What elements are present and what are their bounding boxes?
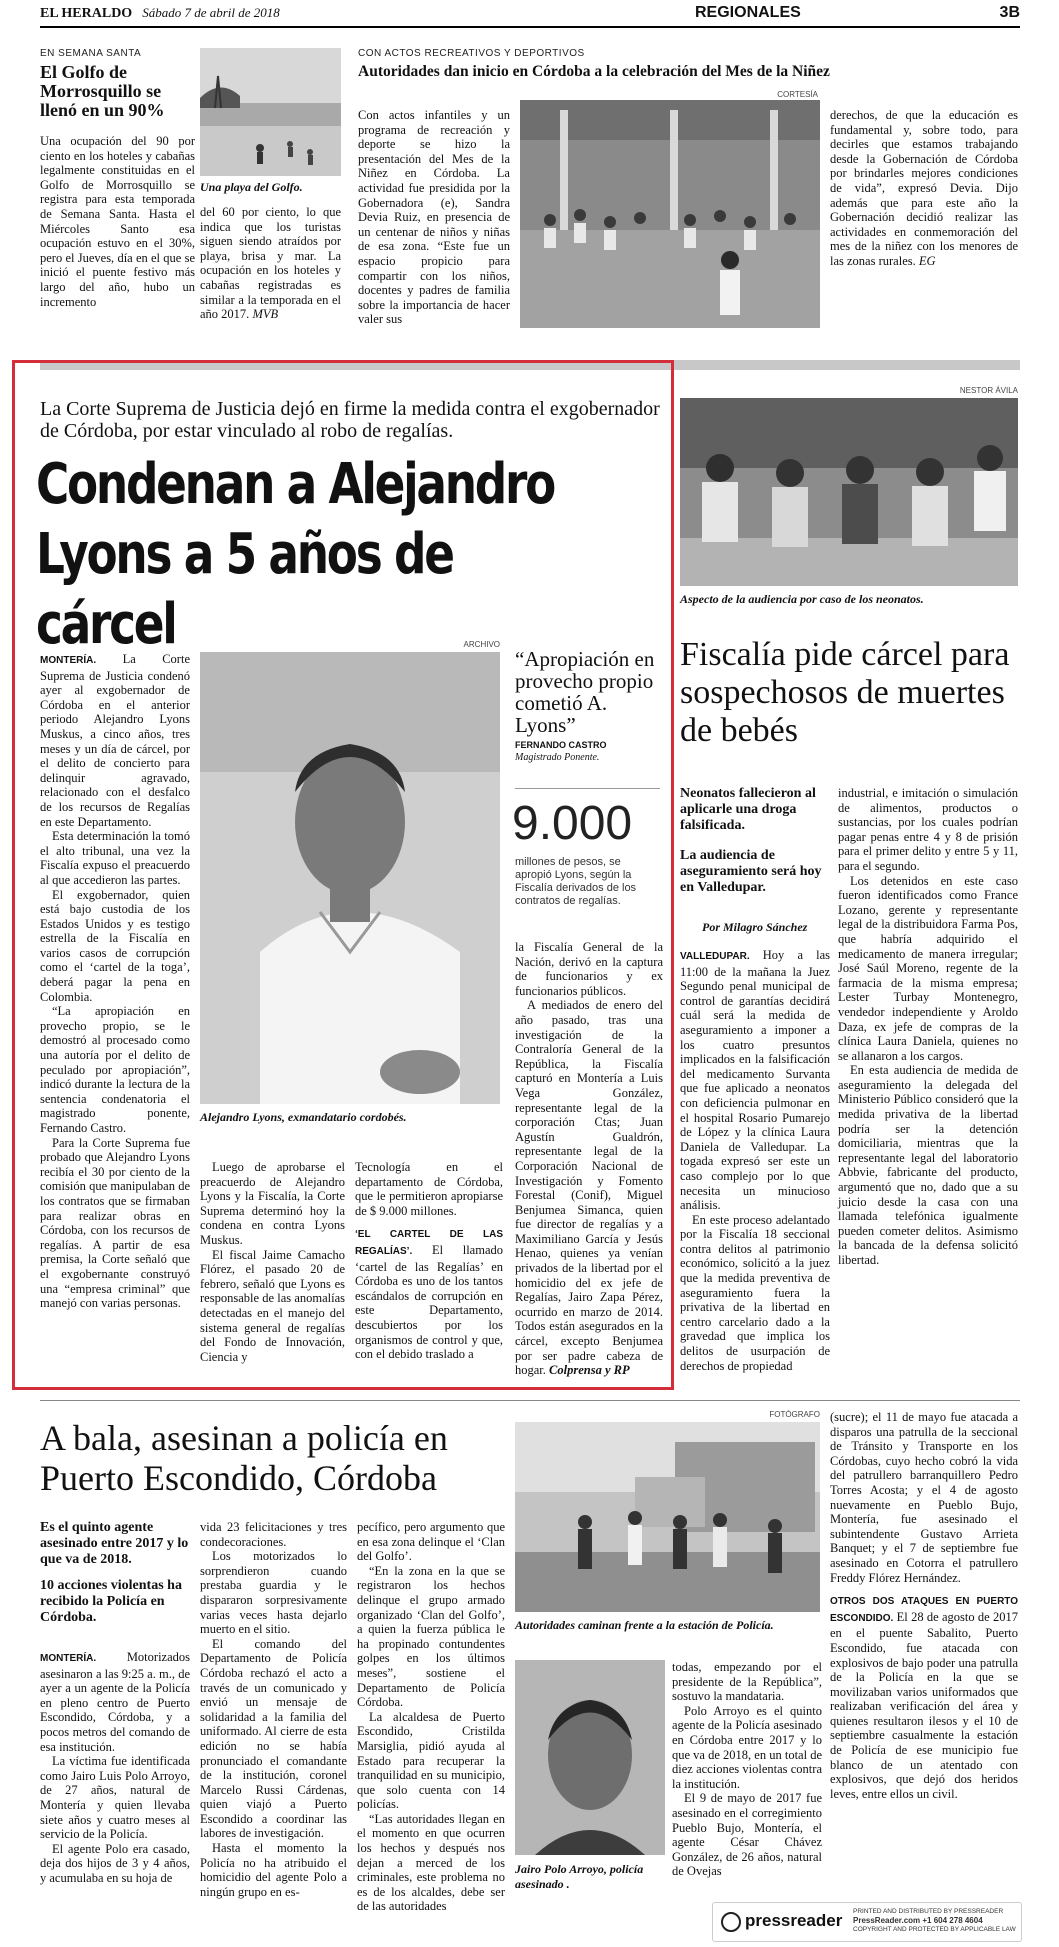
golfo-col1 (40, 134, 195, 326)
pressreader-line3: COPYRIGHT AND PROTECTED BY APPLICABLE LAW (853, 1926, 1016, 1933)
masthead-rule (40, 26, 1020, 28)
section-divider-2 (40, 1400, 1020, 1401)
lyons-col2-p2: El fiscal Jaime Camacho Flórez, el pasado 20 de febrero, señaló que Lyons es responsable de las anomalías detectadas en el manejo del sistema general de regalías del Fondo de Innovación, Ciencia y (200, 1247, 345, 1364)
stat-rule (515, 788, 660, 789)
golfo-col2 (200, 205, 341, 327)
lyons-col1-p2: Esta determinación la tomó el alto tribunal, una vez la Fiscalía expuso el preacuerdo al que accedieron las partes. (40, 829, 190, 887)
lyons-headline (36, 450, 603, 660)
policia-col4 (672, 1660, 822, 1920)
lyons-col1-p3: El exgobernador, quien está bajo custodia de los Estados Unidos y es testigo estrella de la Fiscalía en varios casos de corrupción como el ‘cartel de la toga’, deberá pagar la pena en Colombia. (40, 887, 190, 1004)
bebes-col2 (838, 786, 1018, 1386)
policia-col3-p1: pecífico, pero argumento que en esa zona delinque el ‘Clan del Golfo’. (357, 1520, 505, 1564)
lyons-headline-line2: Lyons a 5 años de cárcel (36, 522, 453, 657)
nino-col1-text: Con actos infantiles y un programa de recreación y deporte se hizo la presentación del Mes de la Niñez en Córdoba. La actividad fue presidida por la Gobernadora (e), Sandra Devia Ruiz, en presencia de un centenar de niños y niñas de esa zona. “Este fue un espacio propicio para compartir con los niños, docentes y padres de familia sobre la importancia de hacer valer sus (358, 108, 510, 327)
bebes-col2-p3: En esta audiencia de medida de aseguramiento la delegada del Ministerio Público consideró que la medida privativa de la libertad podría ser la detención domiciliaria, mientras que la representante legal del laboratorio Abbvie, fabricante del producto, argumentó que no, dado que a su juicio desde la casa con una llamada telefónica igualmente pueden cometer delitos. Asimismo la bancada de la defensa solicitó libertad. (838, 1063, 1018, 1267)
policia-col3-p4: “Las autoridades llegan en el momento en que ocurren los hechos y después nos dejan a merced de los criminales, este problema no es de los alcaldes, debe ser de las autoridades (357, 1811, 505, 1914)
pressreader-footer-lines (853, 1907, 1021, 1934)
policia-col2-p2: Los motorizados lo sorprendieron cuando prestaba guardia y le dispararon sorpresivamente varias veces hasta dejarlo muerto en el sitio. (200, 1549, 347, 1637)
policia-caption1: Autoridades caminan frente a la estación de Policía. (515, 1618, 774, 1632)
lyons-col4-sig: Colprensa y RP (549, 1363, 630, 1378)
bebes-col2-p1: industrial, e imitación o simulación de alimentos, productos o sustancias, por los cuales podrían pagar penas entre 4 y 8 de prisión para el primer delito y entre 5 y 11, para el segundo. (838, 786, 1018, 873)
page-number: 3B (999, 4, 1020, 21)
bebes-headline: Fiscalía pide cárcel para sospechosos de muertes de bebés (680, 636, 1010, 749)
lyons-col1-p1: La Corte Suprema de Justicia condenó ayer al exgobernador de Córdoba en el anterior periodo Alejandro Lyons Muskus, a cinco años, tres meses y un día de cárcel, por el delito de concierto para delinquir agravado, relacionado con el desfalco de los recursos de Regalías en este Departamento. (40, 652, 190, 829)
policia-caption2: Jairo Polo Arroyo, policía asesinado . (515, 1862, 644, 1891)
policia-street-photo (515, 1422, 820, 1612)
bebes-caption: Aspecto de la audiencia por caso de los neonatos. (680, 592, 924, 606)
lyons-col3-sub: ‘EL CARTEL DE LAS REGALÍAS’. (355, 1229, 503, 1257)
masthead-date: Sábado 7 de abril de 2018 (142, 5, 280, 20)
policia-col2 (200, 1520, 347, 1918)
policia-col1-p2: La víctima fue identificada como Jairo Luis Polo Arroyo, de 27 años, natural de Montería y quien llevaba siete años y cuatro meses al servicio de la Policía. (40, 1754, 190, 1842)
bebes-photo (680, 398, 1018, 586)
masthead (40, 4, 1020, 26)
lyons-col1-p5: Para la Corte Suprema fue probado que Alejandro Lyons recibía el 30 por ciento de la comisión que manipulaban de los contratos que se firmaban para realizar obras en Córdoba, con los recursos de regalías. A partir de esa premisa, la Corte señaló que el exgobernante construyó una “empresa criminal” que manejó con varias personas. (40, 1135, 190, 1311)
nino-col2-text: derechos, de que la educación es fundamental y, sobre todo, para decirles que estamos trabajando desde la Gobernación de Córdoba por brindarles mejores condiciones de vida”, expresó Devia. Dijo además que para este año la Gobernación decidió realizar las actividades en conmemoración del mes de la niñez con los menores de las zonas rurales. (830, 108, 1018, 268)
policia-col2-p4: Hasta el momento la Policía no ha atribuido el homicidio del agente Polo a ningún grupo en es- (200, 1841, 347, 1899)
policia-col5 (830, 1410, 1018, 1870)
courtroom-photo-art (680, 398, 1018, 586)
lyons-col3-p2: El llamado ‘cartel de las Regalías’ en Córdoba es uno de los tantos escándalos de corrupción en este Departamento, descubiertos por los organismos de control y que, con el debido traslado a (355, 1242, 504, 1362)
policia-col3-p3: La alcaldesa de Puerto Escondido, Cristilda Marsiglia, pidió ayuda al Estado para recuperar la tranquilidad en su municipio, que solo cuenta con 14 policías. (357, 1709, 505, 1812)
bebes-col2-p2: Los detenidos en este caso fueron identificados como France Lozano, gerente y representante legal de la distribuidora Farma Pos, que habría adquirido el medicamento de manera irregular; José Saúl Moreno, regente de la farmacia de la misma empresa; Lester Turbay Montenegro, vendedor independiente y Aroldo Daza, ex jefe de compras de la clínica Laura Daniela, quienes no se allanaron a los cargos. (838, 873, 1018, 1063)
policia-col4-p1: todas, empezando por el presidente de la República”, sostuvo la mandataria. (672, 1660, 822, 1704)
policia-col3 (357, 1520, 505, 1918)
policia-sub2: 10 acciones violentas ha recibido la Policía en Córdoba. (40, 1578, 182, 1625)
policia-col1-p3: El agente Polo era casado, deja dos hijos de 3 y 4 años, y acumulaba en su hoja de (40, 1841, 190, 1885)
policia-sub1: Es el quinto agente asesinado entre 2017 y lo que va de 2018. (40, 1520, 189, 1567)
lyons-col3 (355, 1160, 503, 1367)
golfo-kicker: EN SEMANA SANTA (40, 48, 142, 59)
lyons-quote-role: Magistrado Ponente. (515, 752, 600, 763)
bebes-byline: Por Milagro Sánchez (702, 920, 808, 934)
paper-name: EL HERALDO (40, 6, 133, 21)
lyons-stat-number: 9.000 (512, 797, 633, 850)
nino-col2 (830, 108, 1018, 328)
police-station-photo-art (515, 1422, 820, 1612)
lyons-col4 (515, 940, 663, 1378)
lyons-col4-p2: A mediados de enero del año pasado, tras una investigación de la Contraloría General de la República, la Fiscalía capturó en Montería a Luis Vega González, representante legal de la corporación Ctas; Juan Agustín Gualdrón, representante legal de la Corporación Nacional de Investigación y Fomento Forestal (Conif), Miguel Benjumea Simanca, quien fue director de regalías y a Maximiliano García y Jesús Henao, quienes ya venían privados de la libertad por el homicidio del ex jefe de Regalías, Jairo Zapa Pérez, ocurrido en marzo de 2014. Todos están asegurados en la cárcel, excepto Benjumea por ser padre cabeza de hogar. (515, 998, 663, 1378)
lyons-col1-p4: “La apropiación en provecho propio, se le demostró al procesado como una autoría por el delito de peculado por apropiación”, indicó durante la lectura de la sentencia condenatoria el magistrado ponente, Fernando Castro. (40, 1004, 190, 1135)
nino-photo-credit: CORTESÍA (777, 90, 818, 99)
policia-col5-sub: OTROS DOS ATAQUES EN PUERTO ESCONDIDO. (830, 1596, 1018, 1624)
policia-col1-p1: Motorizados asesinaron a las 9:25 a. m., de ayer a un agente de la Policía en pleno centro de Puerto Escondido, Córdoba, y a pocos metros del comando de esa institución. (40, 1650, 190, 1754)
nino-col1 (358, 108, 510, 328)
lyons-photo (200, 652, 500, 1104)
beach-photo-art (200, 48, 341, 176)
pressreader-logo-text: pressreader (745, 1911, 843, 1930)
lyons-col4-p1: la Fiscalía General de la Nación, derivó en la captura de funcionarios y ex funcionarios públicos. (515, 940, 663, 998)
bebes-sub2: La audiencia de aseguramiento será hoy en Valledupar. (680, 848, 822, 895)
pressreader-line2: PressReader.com +1 604 278 4604 (853, 1916, 983, 1925)
lyons-col3-p1: Tecnología en el departamento de Córdoba, que le permitieron apropiarse de $ 9.000 millones. (355, 1160, 503, 1218)
policia-col4-p3: El 9 de mayo de 2017 fue asesinado en el corregimiento Pueblo Bujo, Montería, el agente César Chávez González, de 26 años, natural de Ovejas (672, 1791, 822, 1879)
pressreader-logo-icon (721, 1912, 741, 1932)
policia-photo-credit: FOTÓGRAFO (769, 1410, 820, 1419)
policia-col5-p2: El 28 de agosto de 2017 en el puente Sabalito, Puerto Escondido, fue atacada con explosivos de bajo poder una patrulla de la Policía en la que se movilizaban varios uniformados que realizaban verificación del área y quienes resultaron ilesos y el 10 de septiembre casualmente la estación de Policía de ese municipio fue blanco de un atentado con explosivos, que dejó dos heridos leves, entre ellos un civil. (830, 1609, 1019, 1801)
bebes-col1-p1: Hoy a las 11:00 de la mañana la Juez Segundo penal municipal de control de garantías decidirá cuál será la medida de aseguramiento a imponer a los cuatro presuntos implicados en la falsificación del medicamento Survanta que fue aplicado a neonatos con deficiencia pulmonar en el hospital Rosario Pumarejo de López y la clínica Laura Daniela de Valledupar. La togada expresó ser este un caso complejo por lo que necesita un minucioso análisis. (680, 948, 831, 1213)
nino-photo (520, 100, 820, 328)
pressreader-line1: PRINTED AND DISTRIBUTED BY PRESSREADER (853, 1908, 1004, 1915)
lyons-portrait-art (200, 652, 500, 1104)
lyons-pull-quote: “Apropiación en provecho propio cometió A. Lyons” (515, 647, 655, 737)
policia-col3-p2: “En la zona en la que se registraron los hechos delinque el grupo armado organizado ‘Clan del Golfo’, a quien la fuerza pública le ha propinado contundentes golpes en los últimos meses”, sostiene el Departamento de Policía Córdoba. (357, 1563, 505, 1710)
policia-col4-p2: Polo Arroyo es el quinto agente de la Policía asesinado en Córdoba entre 2017 y lo que va de 2018, en un total de diez acciones violentas contra la institución. (672, 1703, 822, 1791)
golfo-col2-text: del 60 por ciento, lo que indica que los turistas siguen siendo atraídos por playa, brisa y mar. La ocupación en los hoteles y cabañas registradas es similar a la temporada en el año 2017. (200, 205, 341, 322)
golfo-caption: Una playa del Golfo. (200, 180, 303, 194)
policia-col5-p1: (sucre); el 11 de mayo fue atacada a disparos una patrulla de la seccional de Tránsito y Transporte en los Córdobas, cuyo hecho cobró la vida del patrullero barranquillero Pedro Torres Acosta; y el 4 de agosto nuevamente en Pueblo Bujo, Montería, fue asesinado el subintendente Gustavo Arrieta Banquet; y el 7 de septiembre fue asesinado en Cotorra el patrullero Freddy Flórez Hernández. (830, 1410, 1018, 1585)
policia-col1 (40, 1650, 190, 1918)
policia-col2-p3: El comando del Departamento de Policía Córdoba rechazó el acto a través de un comunicado y envió un mensaje de solidaridad a la familia del uniformado. Al cierre de esta edición no se había pronunciado el comandante de la institución, coronel Marcelo Russi Cárdenas, quien viajó a Puerto Escondido a coordinar las labores de investigación. (200, 1636, 347, 1841)
bebes-col1-p2: En este proceso adelantado por la Fiscalía 18 seccional contra delitos al patrimonio económico, solicitó a la juez que la medida preventiva de aseguramiento fuera la privativa de la libertad en centro carcelario dado a la gravedad que implica los delitos de usurpación de derechos de propiedad (680, 1212, 830, 1373)
policia-portrait (515, 1660, 665, 1855)
policia-dateline: MONTERÍA. (40, 1653, 97, 1664)
golfo-photo (200, 48, 341, 176)
bebes-dateline: VALLEDUPAR. (680, 951, 750, 962)
lyons-photo-credit: ARCHIVO (463, 640, 500, 649)
section-name: REGIONALES (695, 4, 801, 21)
bebes-col1 (680, 948, 830, 1388)
lyons-headline-line1: Condenan a Alejandro (36, 452, 555, 517)
lyons-col1 (40, 652, 190, 1367)
lyons-caption: Alejandro Lyons, exmandatario cordobés. (200, 1110, 407, 1124)
bebes-photo-credit: NESTOR ÁVILA (959, 386, 1018, 395)
lyons-col2-p1: Luego de aprobarse el preacuerdo de Alejandro Lyons y la Fiscalía, la Corte Suprema determinó hoy la condena en contra Lyons Muskus. (200, 1160, 345, 1247)
nino-headline: Autoridades dan inicio en Córdoba a la celebración del Mes de la Niñez (358, 63, 830, 80)
pressreader-footer (712, 1902, 1022, 1942)
lyons-stat-text: millones de pesos, se apropió Lyons, según la Fiscalía derivados de los contratos de regalías. (515, 856, 637, 907)
nino-sig: EG (918, 253, 936, 268)
lyons-quote-name: FERNANDO CASTRO (515, 740, 607, 750)
children-event-photo-art (520, 100, 820, 328)
lyons-col2 (200, 1160, 345, 1367)
lyons-deck: La Corte Suprema de Justicia dejó en firme la medida contra el exgobernador de Córdoba, por estar vinculado al robo de regalías. (40, 398, 660, 442)
bebes-sub1: Neonatos fallecieron al aplicarle una droga falsificada. (680, 786, 816, 833)
nino-kicker: CON ACTOS RECREATIVOS Y DEPORTIVOS (358, 48, 585, 59)
golfo-col1-text: Una ocupación del 90 por ciento en los hoteles y cabañas legalmente constituidas en el Golfo de Morrosquillo se registra para esta temporada de Semana Santa. Hasta el Miércoles Santo esa ocupación estuvo en el 30%, pero el Jueves, día en el que se inició el puente festivo más largo del año, hubo un incremento (40, 134, 195, 309)
policia-col2-p1: vida 23 felicitaciones y tres condecoraciones. (200, 1520, 347, 1549)
agent-portrait-art (515, 1660, 665, 1855)
golfo-headline: El Golfo de Morrosquillo se llenó en un 90% (40, 62, 165, 120)
policia-headline: A bala, asesinan a policía en Puerto Escondido, Córdoba (40, 1418, 448, 1498)
lyons-dateline: MONTERÍA. (40, 655, 97, 666)
golfo-sig: MVB (252, 307, 279, 322)
